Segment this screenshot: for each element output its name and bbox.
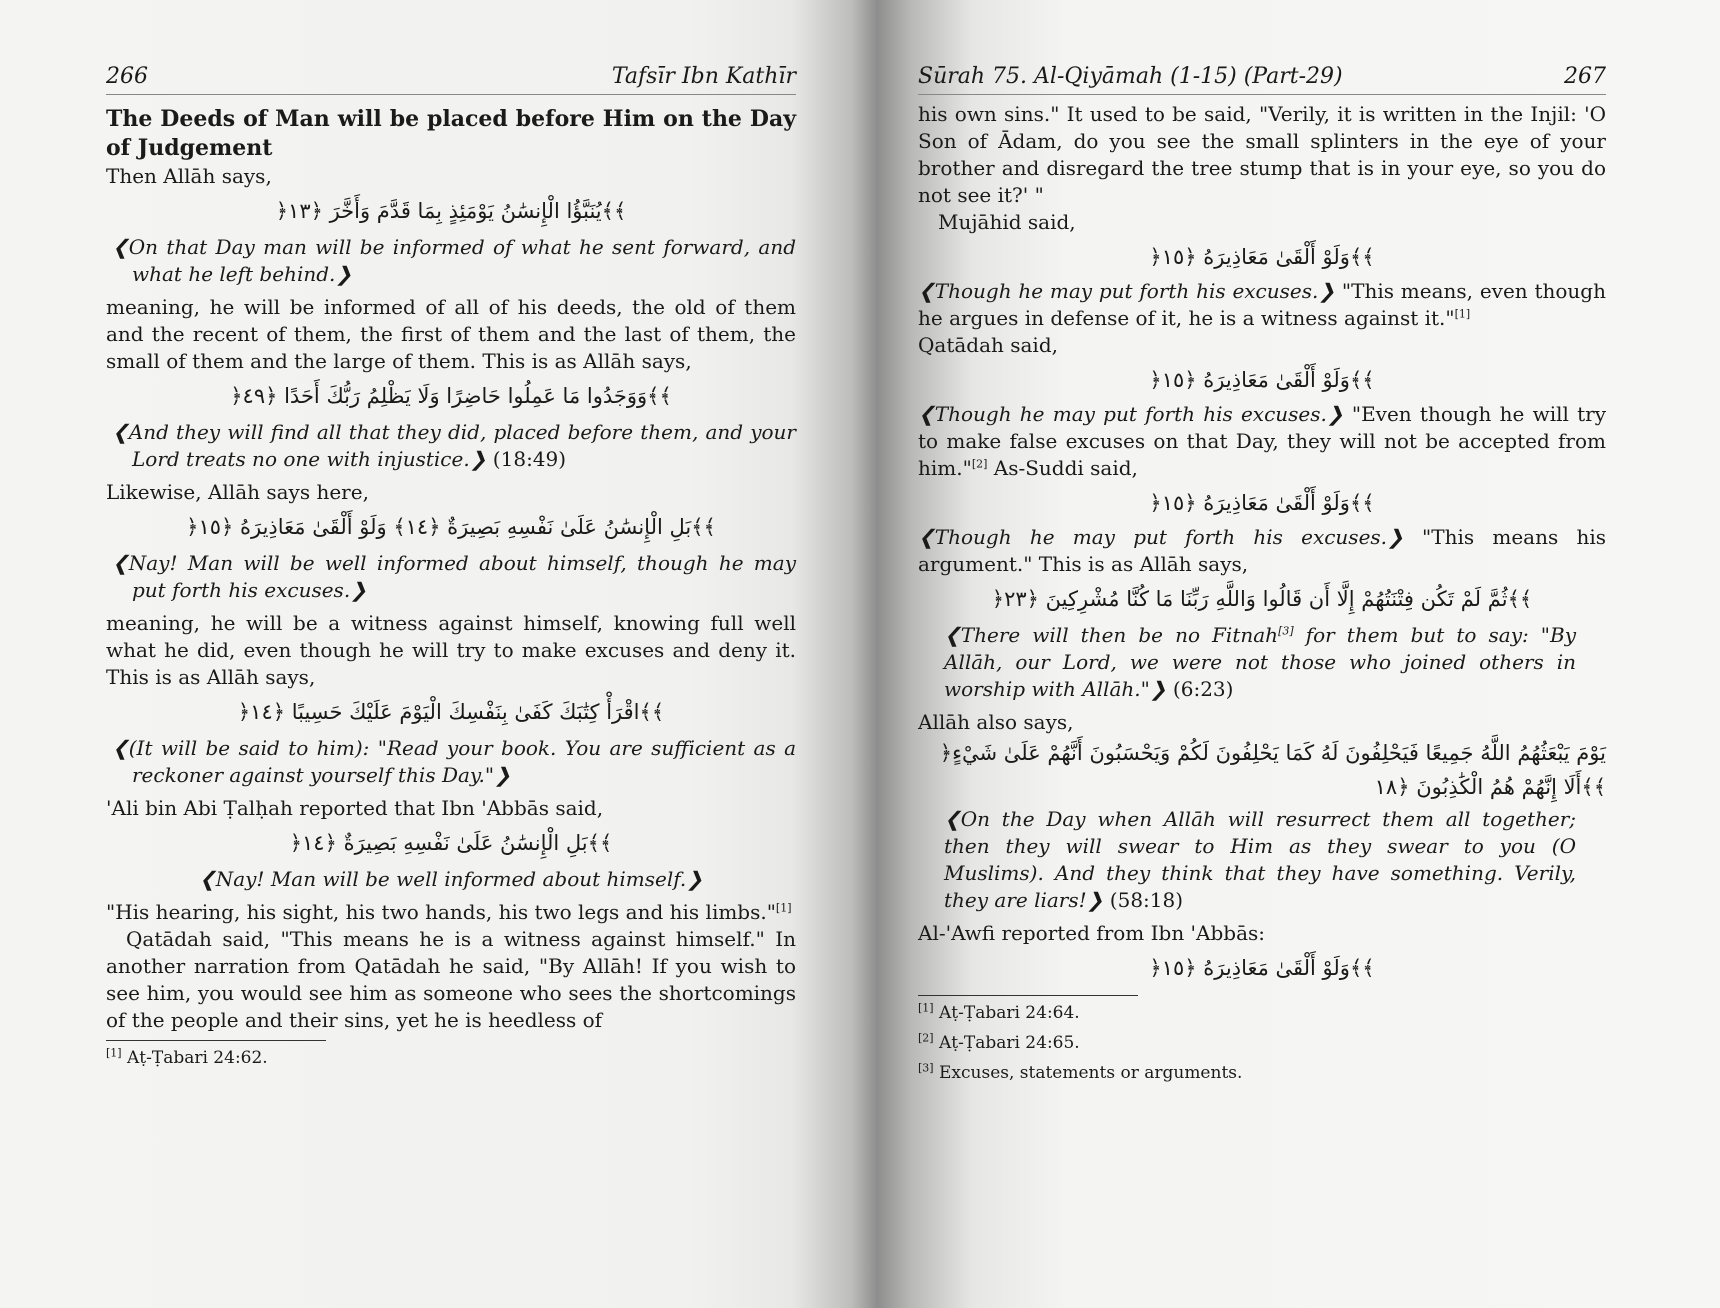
paragraph: Then Allāh says, xyxy=(106,164,272,188)
page-number: 267 xyxy=(1564,64,1606,89)
footnote xyxy=(918,1058,1606,1088)
arabic-verse: ﴿وَلَوْ أَلْقَىٰ مَعَاذِيرَهُ ﴿١٥﴾﴾ xyxy=(1149,245,1375,269)
right-page xyxy=(918,62,1606,1088)
commentary-text: "Even though he will try to make false excuses on that Day, they will not be accepted from him." xyxy=(918,402,1606,480)
verse-reference: (18:49) xyxy=(486,447,567,471)
footnote xyxy=(918,1028,1606,1058)
right-page-header xyxy=(918,62,1606,95)
paragraph: Al-'Awfi reported from Ibn 'Abbās: xyxy=(918,921,1266,945)
paragraph: Likewise, Allāh says here, xyxy=(106,480,369,504)
arabic-verse: ﴿يَوْمَ يَبْعَثُهُمُ اللَّهُ جَمِيعًا فَيَحْلِفُونَ لَهُ كَمَا يَحْلِفُونَ لَكُمْ وَيَحْسَبُونَ أَنَّهُمْ عَلَىٰ شَيْءٍ أَلَا إِنَّهُمْ هُمُ الْكَٰذِبُونَ ﴿١٨﴾﴾ xyxy=(939,741,1606,799)
footnote-text: Aṭ-Ṭabari 24:64. xyxy=(939,1003,1080,1023)
footnote-mark: [1] xyxy=(106,1046,122,1060)
paragraph: Mujāhid said, xyxy=(938,210,1076,234)
footnote-ref: [3] xyxy=(1278,624,1294,638)
section-heading: The Deeds of Man will be placed before Him on the Day of Judgement xyxy=(106,106,796,161)
footnote-rule xyxy=(106,1040,326,1041)
paragraph-text: "His hearing, his sight, his two hands, his two legs and his limbs." xyxy=(106,900,776,924)
footnote xyxy=(918,998,1606,1028)
commentary-text: "This means his argument." This is as Allāh says, xyxy=(918,525,1607,576)
footnote-ref: [1] xyxy=(775,901,792,915)
arabic-verse: ﴿اقْرَأْ كِتَٰبَكَ كَفَىٰ بِنَفْسِكَ الْيَوْمَ عَلَيْكَ حَسِيبًا ﴿١٤﴾﴾ xyxy=(237,700,665,724)
translation-text: ❮And they will find all that they did, placed before them, and your Lord treats no one with injustice.❯ xyxy=(112,420,796,471)
verse-reference: (58:18) xyxy=(1103,888,1184,912)
verse-translation xyxy=(918,622,1606,703)
arabic-verse: ﴿وَوَجَدُوا مَا عَمِلُوا حَاضِرًا وَلَا يَظْلِمُ رَبُّكَ أَحَدًا ﴿٤٩﴾﴾ xyxy=(230,384,672,408)
left-page xyxy=(106,62,796,1073)
paragraph: 'Ali bin Abi Ṭalḥah reported that Ibn 'Abbās said, xyxy=(106,796,604,820)
translation-text: ❮Though he may put forth his excuses.❯ xyxy=(918,525,1404,549)
footnote-mark: [1] xyxy=(918,1001,934,1015)
footnote xyxy=(106,1043,796,1073)
verse-translation xyxy=(918,278,1606,332)
left-page-header xyxy=(106,62,796,95)
commentary-text: As-Suddi said, xyxy=(987,456,1138,480)
paragraph: Allāh also says, xyxy=(918,710,1074,734)
translation-text: for them but to say: "By Allāh, our Lord, we were not those who joined others in worship with Allāh."❯ xyxy=(944,623,1577,701)
paragraph: Qatādah said, "This means he is a witness against himself." In another narration from Qatādah he said, "By Allāh! If you wish to see him, you would see him as someone who sees the shortcomings of the people and their sins, yet he is heedless of xyxy=(106,927,796,1032)
paragraph: Qatādah said, xyxy=(918,333,1058,357)
verse-translation xyxy=(918,806,1606,914)
paragraph xyxy=(106,899,796,926)
footnote-text: Aṭ-Ṭabari 24:62. xyxy=(127,1048,268,1068)
translation-text: ❮On the Day when Allāh will resurrect them all together; then they will swear to Him as they swear to you (O Muslims). And they think that they have something. Verily, they are liars!❯ xyxy=(944,807,1576,912)
left-page-body xyxy=(106,105,796,1073)
translation-text: ❮Though he may put forth his excuses.❯ xyxy=(918,279,1336,303)
arabic-verse: ﴿بَلِ الْإِنسَٰنُ عَلَىٰ نَفْسِهِ بَصِيرَةٌ ﴿١٤﴾﴾ xyxy=(289,831,613,855)
translation-text: ❮There will then be no Fitnah xyxy=(944,623,1279,647)
paragraph: his own sins." It used to be said, "Verily, it is written in the Injil: 'O Son of Ādam, do you see the small splinters in the eye of your brother and disregard the tree stump that is in your eye, so you do not see it?' " xyxy=(918,102,1606,207)
verse-translation: ❮Nay! Man will be well informed about himself.❯ xyxy=(198,867,704,891)
footnote-mark: [3] xyxy=(918,1061,934,1075)
verse-translation xyxy=(106,419,796,473)
footnote-ref: [1] xyxy=(1454,307,1471,321)
arabic-verse: ﴿وَلَوْ أَلْقَىٰ مَعَاذِيرَهُ ﴿١٥﴾﴾ xyxy=(1149,956,1375,980)
footnote-rule xyxy=(918,995,1138,996)
verse-translation: ❮(It will be said to him): "Read your book. You are sufficient as a reckoner against yourself this Day."❯ xyxy=(112,736,796,787)
footnote-mark: [2] xyxy=(918,1031,934,1045)
footnotes xyxy=(106,1040,796,1073)
running-title: Sūrah 75. Al-Qiyāmah (1-15) (Part-29) xyxy=(918,64,1343,89)
footnote-text: Excuses, statements or arguments. xyxy=(939,1063,1243,1083)
commentary-text: "This means, even though he argues in defense of it, he is a witness against it." xyxy=(918,279,1606,330)
paragraph: meaning, he will be a witness against himself, knowing full well what he did, even though he will try to make excuses and deny it. This is as Allāh says, xyxy=(106,611,796,689)
verse-translation: ❮Nay! Man will be well informed about himself, though he may put forth his excuses.❯ xyxy=(112,551,796,602)
running-title: Tafsīr Ibn Kathīr xyxy=(611,64,796,89)
arabic-verse: ﴿ثُمَّ لَمْ تَكُن فِتْنَتُهُمْ إِلَّا أَن قَالُوا وَاللَّهِ رَبِّنَا مَا كُنَّا مُشْرِكِينَ ﴿٢٣﴾﴾ xyxy=(991,587,1533,611)
arabic-verse: ﴿وَلَوْ أَلْقَىٰ مَعَاذِيرَهُ ﴿١٥﴾﴾ xyxy=(1149,368,1375,392)
footnote-text: Aṭ-Ṭabari 24:65. xyxy=(939,1033,1080,1053)
right-page-body xyxy=(918,101,1606,1088)
arabic-verse: ﴿يُنَبَّؤُا الْإِنسَٰنُ يَوْمَئِذٍ بِمَا قَدَّمَ وَأَخَّرَ ﴿١٣﴾﴾ xyxy=(275,199,627,223)
footnotes xyxy=(918,995,1606,1088)
arabic-verse: ﴿وَلَوْ أَلْقَىٰ مَعَاذِيرَهُ ﴿١٥﴾﴾ xyxy=(1149,491,1375,515)
paragraph: meaning, he will be informed of all of his deeds, the old of them and the recent of them, the first of them and the last of them, the small of them and the large of them. This is as Allāh says, xyxy=(106,295,796,373)
translation-text: ❮Though he may put forth his excuses.❯ xyxy=(918,402,1344,426)
footnote-ref: [2] xyxy=(971,457,988,471)
verse-reference: (6:23) xyxy=(1166,677,1234,701)
verse-translation xyxy=(918,401,1606,482)
verse-translation: ❮On that Day man will be informed of what he sent forward, and what he left behind.❯ xyxy=(112,235,796,286)
arabic-verse: ﴿بَلِ الْإِنسَٰنُ عَلَىٰ نَفْسِهِ بَصِيرَةٌ ﴿١٤﴾ وَلَوْ أَلْقَىٰ مَعَاذِيرَهُ ﴿١٥﴾﴾ xyxy=(186,515,716,539)
verse-translation xyxy=(918,524,1606,578)
page-number: 266 xyxy=(106,64,148,89)
